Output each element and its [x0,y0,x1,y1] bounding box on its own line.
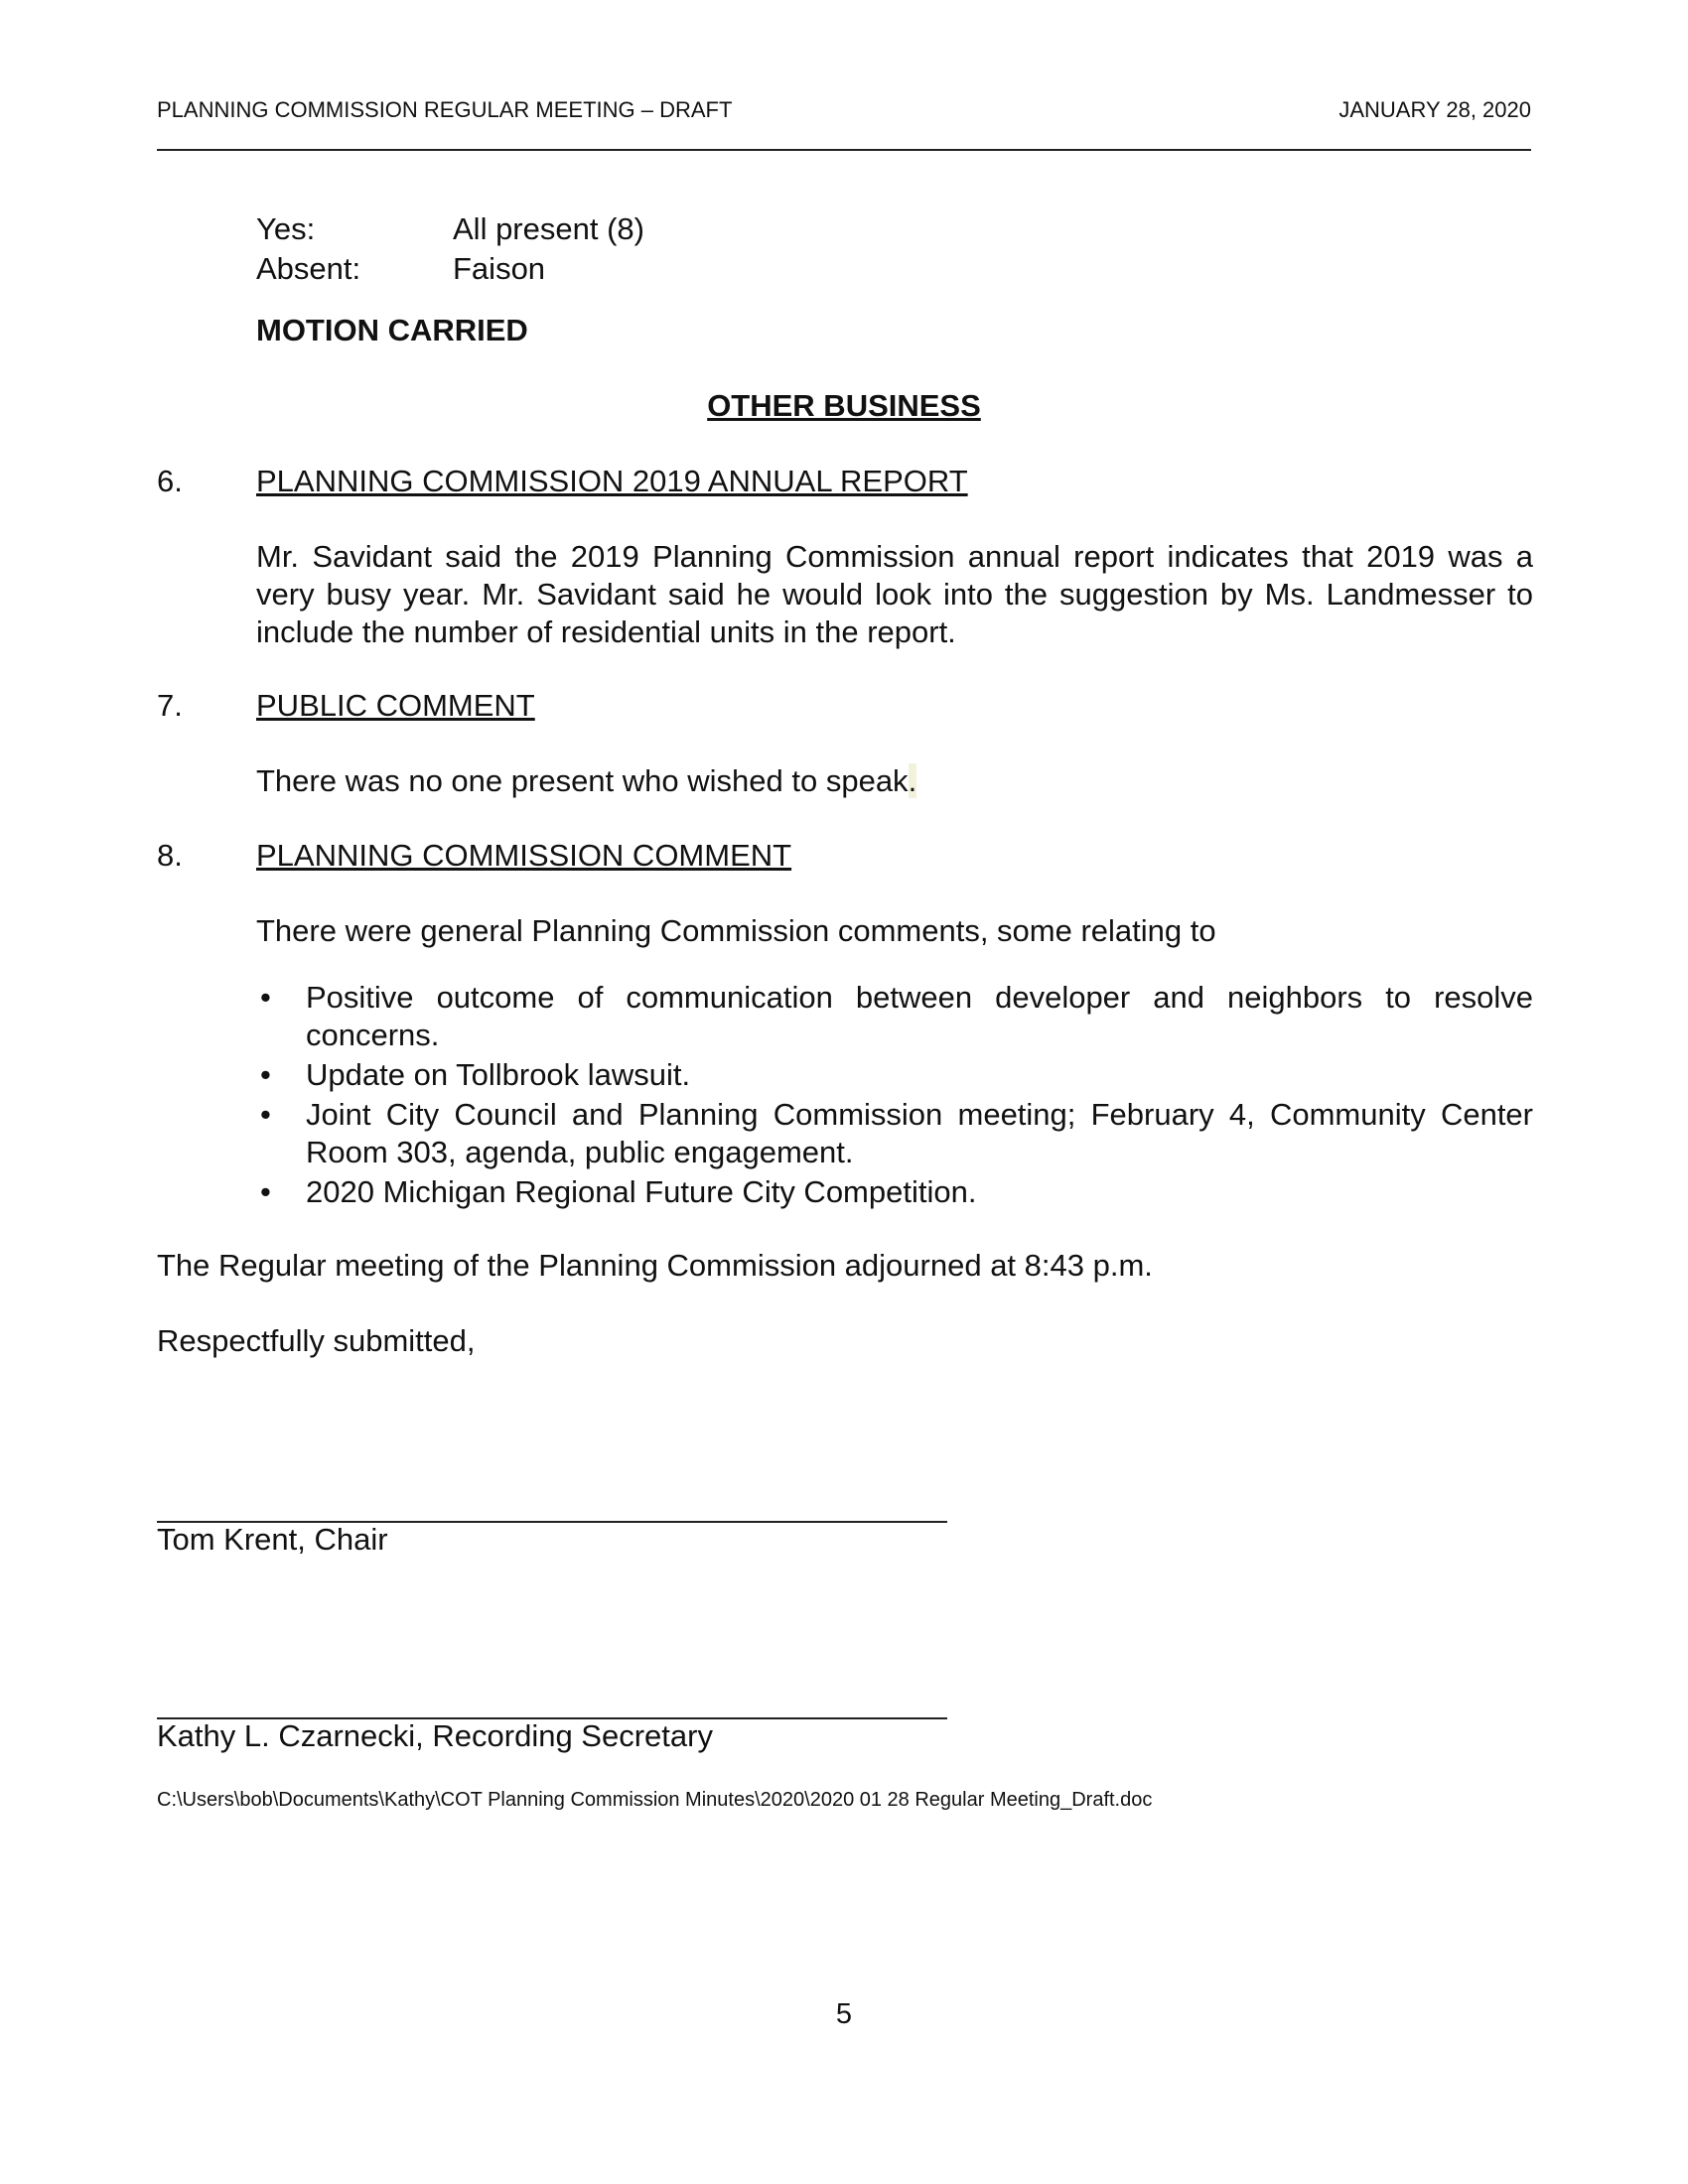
highlighted-period: . [908,763,917,798]
page-header [157,97,1531,151]
signature-name: Kathy L. Czarnecki, Recording Secretary [157,1718,713,1753]
list-item-text: 2020 Michigan Regional Future City Competition. [306,1174,977,1209]
bullet-icon: • [260,980,271,1015]
item-number: 8. [157,838,183,873]
vote-yes-value: All present (8) [453,211,644,246]
list-item [256,979,1533,1054]
list-item-text: Joint City Council and Planning Commission meeting; February 4, Community Center Room 303, agenda, public engagement. [306,1097,1533,1169]
signature-name: Tom Krent, Chair [157,1522,388,1557]
section-heading [0,387,1688,425]
item-paragraph: Mr. Savidant said the 2019 Planning Commission annual report indicates that 2019 was a very busy year. Mr. Savidant said he would look into the suggestion by Ms. Landmesser to include the number of residential units in the report. [256,539,1533,649]
file-path: C:\Users\bob\Documents\Kathy\COT Planning Commission Minutes\2020\2020 01 28 Regular Meeting_Draft.doc [157,1789,1153,1811]
item-paragraph [256,762,1533,800]
list-item [256,1096,1533,1171]
vote-yes-label: Yes: [256,211,316,246]
bullet-icon: • [260,1057,271,1092]
vote-result [256,210,644,290]
bullet-icon: • [260,1174,271,1209]
comment-bullet-list [256,979,1533,1213]
header-date: JANUARY 28, 2020 [1338,97,1531,122]
list-item [256,1056,1533,1094]
item-number: 6. [157,464,183,498]
header-title: PLANNING COMMISSION REGULAR MEETING – DRAFT [157,97,733,122]
bullet-icon: • [260,1097,271,1132]
list-item [256,1173,1533,1211]
list-item-text: Update on Tollbrook lawsuit. [306,1057,691,1092]
item-title: PUBLIC COMMENT [256,688,535,723]
item-title: PLANNING COMMISSION 2019 ANNUAL REPORT [256,464,968,498]
page-number: 5 [835,1998,853,2030]
item-number: 7. [157,688,183,723]
vote-absent-label: Absent: [256,251,361,286]
item-paragraph-text: There was no one present who wished to speak [256,763,909,798]
section-heading-text: OTHER BUSINESS [707,388,981,423]
item-paragraph: There were general Planning Commission comments, some relating to [256,913,1216,948]
adjourned-statement: The Regular meeting of the Planning Commission adjourned at 8:43 p.m. [157,1248,1153,1283]
motion-carried: MOTION CARRIED [256,313,528,347]
respectfully-submitted: Respectfully submitted, [157,1323,476,1358]
vote-yes-row [256,210,644,250]
vote-absent-row [256,250,644,290]
item-title: PLANNING COMMISSION COMMENT [256,838,792,873]
vote-absent-value: Faison [453,251,546,286]
list-item-text: Positive outcome of communication between developer and neighbors to resolve concerns. [306,980,1533,1052]
